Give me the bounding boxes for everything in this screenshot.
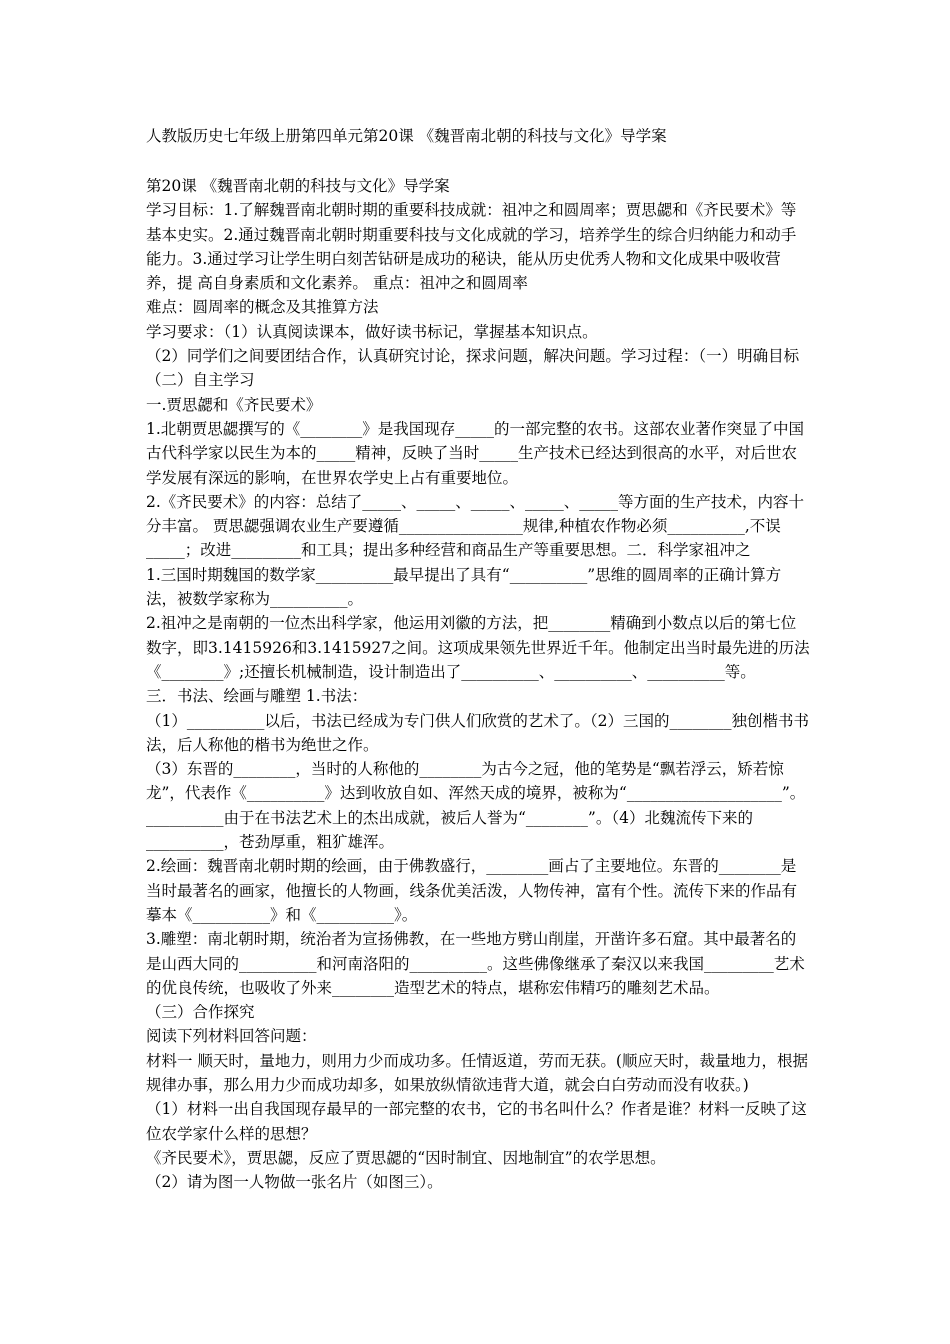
question-3-3: 3.雕塑：南北朝时期，统治者为宣扬佛教，在一些地方劈山削崖，开凿许多石窟。其中最著名的是山西大同的__________和河南洛阳的__________。这些佛像继承了秦汉以来我国_________艺术的优良传统，也吸收了外来________造型艺术的特点，堪称宏伟精巧的雕刻艺术品。 [146, 930, 805, 997]
question-3-1-cont: （3）东晋的________，当时的人称他的________为古今之冠，他的笔势是“飘若浮云，矫若惊龙”，代表作《__________》达到收放自如、浑然天成的境界，被称为“____________________”。__________由于在书法艺术上的杰出成就，被后人誉为“________”。（4）北魏流传下来的__________，苍劲厚重，粗犷雄浑。 [146, 760, 806, 852]
study-requirement-2: （2）同学们之间要团结合作，认真研究讨论，探求问题，解决问题。学习过程：（一）明确目标（二）自主学习 [146, 347, 800, 390]
lesson-heading: 第20课 《魏晋南北朝的科技与文化》导学案 [146, 177, 450, 195]
study-requirement-1: 学习要求：（1）认真阅读课本，做好读书标记，掌握基本知识点。 [146, 322, 598, 341]
section-heading-jia-sixie: 一.贾思勰和《齐民要术》 [146, 395, 322, 414]
learning-goals: 学习目标：1.了解魏晋南北朝时期的重要科技成就：祖冲之和圆周率；贾思勰和《齐民要术》等基本史实。2.通过魏晋南北朝时期重要科技与文化成就的学习，培养学生的综合归纳能力和动手能力。3.通过学习让学生明白刻苦钻研是成功的秘诀，能从历史优秀人物和文化成果中吸收营养，提 高自身素质和文化素养。 重点：祖冲之和圆周率 [146, 201, 797, 293]
question-1-1: 1.北朝贾思勰撰写的《________》是我国现存_____的一部完整的农书。这部农业著作突显了中国古代科学家以民生为本的_____精神，反映了当时_____生产技术已经达到很高的水平，对后世农学发展有深远的影响，在世界农学史上占有重要地位。 [146, 419, 805, 487]
section-heading-calligraphy: 三．书法、绘画与雕塑 1.书法： [146, 687, 368, 706]
question-2-1: 1.三国时期魏国的数学家__________最早提出了具有“__________”思维的圆周率的正确计算方法，被数学家称为__________。 [146, 565, 782, 609]
difficult-point: 难点：圆周率的概念及其推算方法 [146, 298, 379, 317]
question-2-2: 2.祖冲之是南朝的一位杰出科学家，他运用刘徽的方法，把________精确到小数点以后的第七位数字，即3.1415926和3.1415927之间。这项成果领先世界近千年。他制定出当时最先进的历法《________》;还擅长机械制造，设计制造出了__________、__________、__________等。 [146, 614, 810, 681]
material-one: 材料一 顺天时，量地力，则用力少而成功多。任情返道，劳而无获。(顺应天时，裁量地力，根据规律办事，那么用力少而成功却多，如果放纵情欲违背大道，就会白白劳动而没有收获。) [146, 1051, 808, 1094]
question-3-1: （1）__________以后，书法已经成为专门供人们欣赏的艺术了。（2）三国的________独创楷书书法，后人称他的楷书为绝世之作。 [146, 711, 809, 754]
reading-instruction: 阅读下列材料回答问题： [146, 1027, 317, 1046]
inquiry-question-2: （2）请为图一人物做一张名片（如图三）。 [146, 1173, 443, 1192]
document-title: 人教版历史七年级上册第四单元第20课 《魏晋南北朝的科技与文化》导学案 [146, 127, 667, 145]
question-3-2: 2.绘画：魏晋南北朝时期的绘画，由于佛教盛行，________画占了主要地位。东晋的________是当时最著名的画家，他擅长的人物画，线条优美活泼，人物传神，富有个性。流传下来的作品有摹本《__________》和《__________》。 [146, 857, 798, 924]
section-heading-cooperation: （三）合作探究 [146, 1003, 255, 1022]
inquiry-answer-1: 《齐民要术》，贾思勰，反应了贾思勰的“因时制宜、因地制宜”的农学思想。 [146, 1148, 666, 1167]
document-body [146, 174, 810, 1194]
inquiry-question-1: （1）材料一出自我国现存最早的一部完整的农书，它的书名叫什么？作者是谁？材料一反映了这位农学家什么样的思想？ [146, 1100, 807, 1143]
question-1-2: 2.《齐民要术》的内容：总结了_____、_____、_____、_____、_____等方面的生产技术，内容十分丰富。 贾思勰强调农业生产要遵循________________规律,种植农作物必须__________,不误_____；改进_________和工具；提出多种经营和商品生产等重要思想。二．科学家祖冲之 [146, 492, 805, 560]
